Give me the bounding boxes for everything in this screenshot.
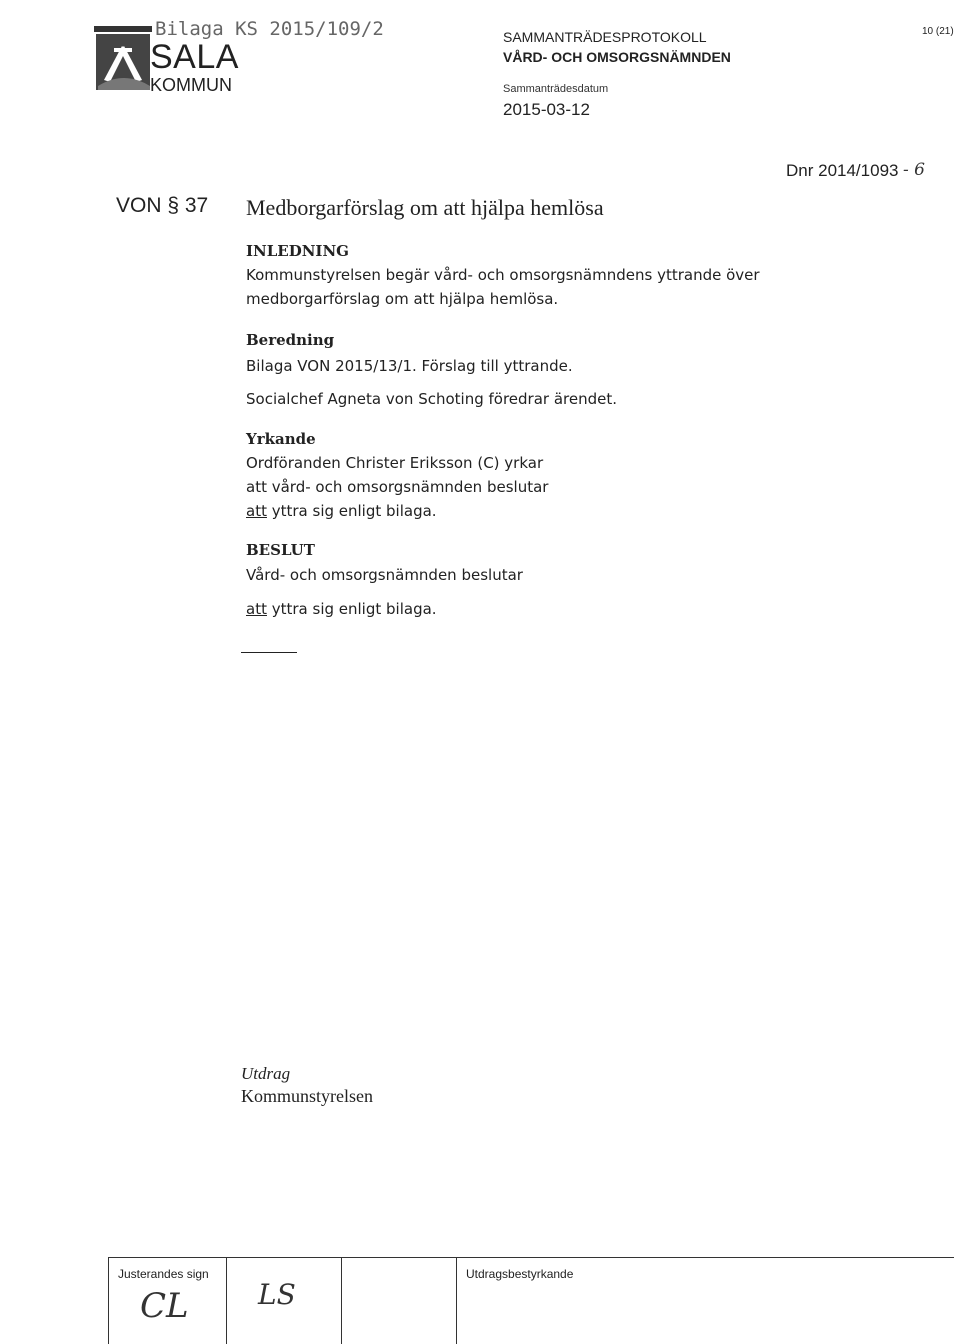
yrkande-line-3-text: yttra sig enligt bilaga. xyxy=(266,502,437,520)
protocol-type: SAMMANTRÄDESPROTOKOLL xyxy=(503,29,707,45)
footer-top-rule xyxy=(108,1257,954,1258)
coat-of-arms-icon xyxy=(92,22,156,94)
utdrag-label: Utdrag xyxy=(241,1064,291,1083)
inledning-line-1: Kommunstyrelsen begär vård- och omsorgsnämndens yttrande över xyxy=(246,266,760,284)
footer-divider-4 xyxy=(456,1257,457,1344)
beslut-line-2 xyxy=(246,597,437,621)
beslut-line-1: Vård- och omsorgsnämnden beslutar xyxy=(246,566,523,584)
signature-1: CL xyxy=(140,1286,189,1326)
diary-number-handwritten: - 6 xyxy=(903,160,925,180)
meeting-date-label: Sammanträdesdatum xyxy=(503,83,609,95)
footer-divider-1 xyxy=(108,1257,109,1344)
yrkande-line-3 xyxy=(246,499,437,523)
meeting-date: 2015-03-12 xyxy=(503,100,590,119)
signature-2: LS xyxy=(258,1278,296,1311)
attachment-stamp: Bilaga KS 2015/109/2 xyxy=(155,18,384,40)
inledning-line-2: medborgarförslag om att hjälpa hemlösa. xyxy=(246,290,559,308)
beredning-line-1: Bilaga VON 2015/13/1. Förslag till yttrande. xyxy=(246,357,573,375)
utdrag-recipient: Kommunstyrelsen xyxy=(241,1086,373,1106)
justerandes-sign-label: Justerandes sign xyxy=(118,1267,209,1281)
yrkande-heading: Yrkande xyxy=(246,430,316,448)
beslut-att: att xyxy=(246,600,267,618)
footer-divider-3 xyxy=(341,1257,342,1344)
page-number: 10 (21) xyxy=(922,26,954,37)
diary-number: Dnr 2014/1093 xyxy=(786,161,899,180)
section-title: Medborgarförslag om att hjälpa hemlösa xyxy=(246,195,604,220)
footer-divider-2 xyxy=(226,1257,227,1344)
utdragsbestyrkande-label: Utdragsbestyrkande xyxy=(466,1267,574,1281)
inledning-heading: INLEDNING xyxy=(246,242,349,260)
yrkande-att: att xyxy=(246,502,267,520)
beredning-heading: Beredning xyxy=(246,331,335,349)
committee-name: VÅRD- OCH OMSORGSNÄMNDEN xyxy=(503,49,731,65)
municipality-subname: KOMMUN xyxy=(150,75,232,95)
beslut-line-2-text: yttra sig enligt bilaga. xyxy=(266,600,437,618)
municipality-name: SALA xyxy=(150,38,239,76)
end-rule xyxy=(241,652,297,653)
yrkande-line-1: Ordföranden Christer Eriksson (C) yrkar xyxy=(246,454,544,472)
sala-kommun-logo xyxy=(92,22,156,94)
section-number: VON § 37 xyxy=(116,194,209,217)
yrkande-line-2: att vård- och omsorgsnämnden beslutar xyxy=(246,478,549,496)
beslut-heading: BESLUT xyxy=(246,541,315,559)
beredning-line-2: Socialchef Agneta von Schoting föredrar ärendet. xyxy=(246,390,617,408)
